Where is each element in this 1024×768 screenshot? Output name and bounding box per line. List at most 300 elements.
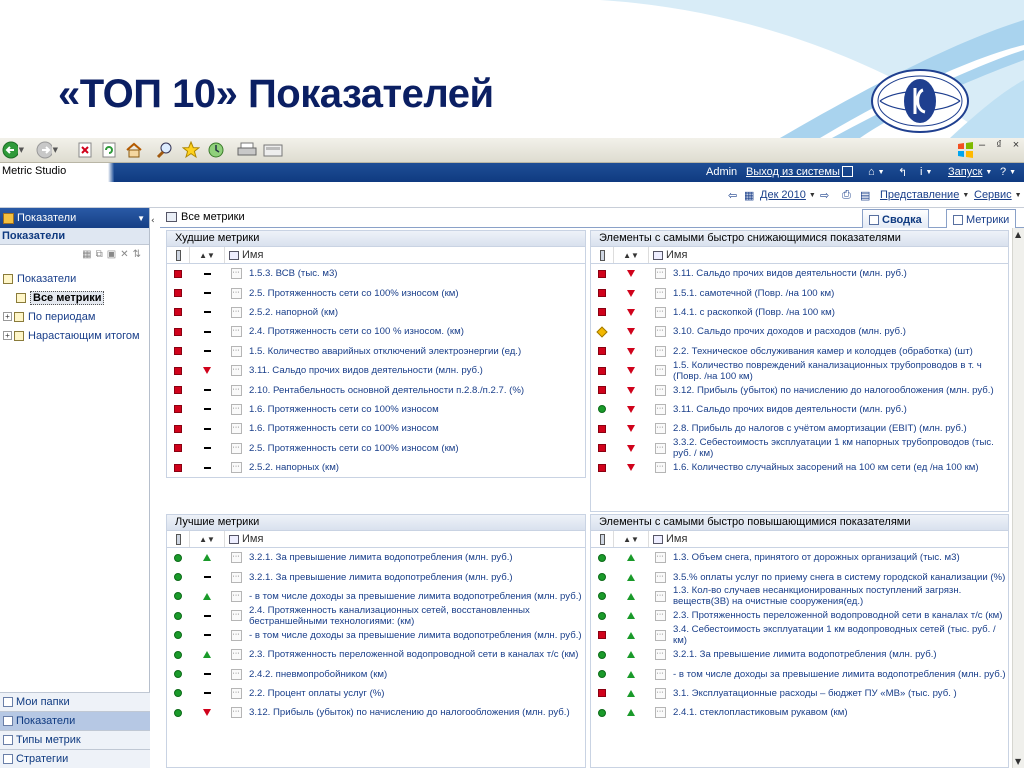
more-actions-button[interactable]: ··· xyxy=(231,591,242,602)
trend-sort-icon: ▲▼ xyxy=(623,250,639,260)
copy-icon[interactable]: ⧉ xyxy=(95,248,103,260)
more-actions-button[interactable]: ··· xyxy=(655,404,666,415)
arrow-right-icon: ⇨ xyxy=(820,190,830,202)
more-actions-button[interactable]: ··· xyxy=(655,307,666,318)
status-column-header[interactable] xyxy=(591,250,613,261)
back-arrow-icon xyxy=(2,141,18,159)
metric-row[interactable] xyxy=(591,361,1008,380)
metric-row[interactable] xyxy=(167,283,585,302)
trend-flat-icon xyxy=(204,447,211,449)
metric-name-link[interactable]: 2.4. Протяженность канализационных сетей, восстановленных бестраншейными технологиями: (км) xyxy=(249,604,530,627)
trend-cell xyxy=(613,651,649,658)
more-actions-button[interactable]: ··· xyxy=(655,443,666,454)
trend-flat-icon xyxy=(204,311,211,313)
tree-item-cumulative[interactable]: + Нарастающим итогом xyxy=(0,326,149,345)
actions-cell xyxy=(649,552,671,563)
trend-cell xyxy=(189,593,225,600)
trend-cell xyxy=(613,309,649,316)
browser-toolbar xyxy=(0,138,1024,163)
panel-splitter[interactable] xyxy=(150,208,160,768)
metric-row[interactable] xyxy=(591,342,1008,361)
nav-indicators[interactable]: Показатели xyxy=(0,711,150,730)
metric-name-link[interactable]: 1.5.1. самотечной (Повр. /на 100 км) xyxy=(673,287,835,299)
status-cell xyxy=(167,425,189,433)
trend-column-header[interactable] xyxy=(613,247,649,263)
info-icon: i xyxy=(920,166,923,178)
metric-name-link[interactable]: 2.3. Протяженность переложенной водопроводной сети в каналах т/с (км) xyxy=(673,610,1003,622)
expand-icon[interactable]: + xyxy=(3,312,12,321)
nav-metric-types[interactable]: Типы метрик xyxy=(0,730,150,749)
metric-name-link[interactable]: - в том числе доходы за превышение лимита водопотребления (млн. руб.) xyxy=(249,629,582,641)
more-actions-button[interactable]: ··· xyxy=(655,552,666,563)
actions-cell xyxy=(649,630,671,641)
metric-name-link[interactable]: 2.10. Рентабельность основной деятельности п.2.8./п.2.7. (%) xyxy=(249,384,525,396)
status-yellow-diamond-icon xyxy=(596,326,607,337)
trend-cell xyxy=(613,574,649,581)
metric-row[interactable] xyxy=(167,587,585,606)
trend-flat-icon xyxy=(204,467,211,469)
more-actions-button[interactable]: ··· xyxy=(655,572,666,583)
metric-name-link[interactable]: 2.2. Процент оплаты услуг (%) xyxy=(249,687,385,699)
panel-title: Лучшие метрики xyxy=(167,515,585,531)
actions-cell xyxy=(649,669,671,680)
trend-down-icon xyxy=(627,425,635,432)
tab-summary[interactable]: Сводка xyxy=(862,209,929,228)
actions-cell xyxy=(225,572,247,583)
metric-row[interactable] xyxy=(167,567,585,586)
close-button[interactable]: × xyxy=(1012,139,1020,151)
more-actions-button[interactable]: ··· xyxy=(231,443,242,454)
metric-row[interactable] xyxy=(591,645,1008,664)
worst-metrics-panel xyxy=(166,230,586,478)
actions-cell xyxy=(649,288,671,299)
trend-up-icon xyxy=(627,632,635,639)
vertical-scrollbar[interactable] xyxy=(1012,228,1024,768)
actions-cell xyxy=(649,591,671,602)
status-cell xyxy=(591,689,613,697)
name-column-header[interactable] xyxy=(225,533,263,545)
metric-row[interactable] xyxy=(591,400,1008,419)
metric-name-link[interactable]: 3.11. Сальдо прочих видов деятельности (млн. руб.) xyxy=(249,365,483,377)
metric-row[interactable] xyxy=(167,361,585,380)
more-actions-button[interactable]: ··· xyxy=(231,307,242,318)
metric-name-link[interactable]: - в том числе доходы за превышение лимита водопотребления (млн. руб.) xyxy=(673,668,1006,680)
more-actions-button[interactable]: ··· xyxy=(231,423,242,434)
trend-cell xyxy=(189,350,225,352)
more-actions-button[interactable]: ··· xyxy=(655,385,666,396)
more-actions-button[interactable]: ··· xyxy=(655,365,666,376)
edit-button[interactable] xyxy=(262,140,284,160)
home-button[interactable] xyxy=(124,140,144,160)
paste-icon[interactable]: ▣ xyxy=(106,248,117,260)
metric-name-link[interactable]: 3.2.1. За превышение лимита водопотребления (млн. руб.) xyxy=(249,571,513,583)
metric-name-link[interactable]: 1.6. Протяженность сети со 100% износом xyxy=(249,403,439,415)
more-actions-button[interactable]: ··· xyxy=(655,610,666,621)
trend-up-icon xyxy=(627,690,635,697)
search-button[interactable] xyxy=(154,140,176,160)
metric-name-link[interactable]: 2.5. Протяженность сети со 100% износом (км) xyxy=(249,442,459,454)
trend-down-icon xyxy=(203,709,211,716)
status-cell xyxy=(167,573,189,581)
actions-cell xyxy=(649,572,671,583)
more-actions-button[interactable]: ··· xyxy=(655,707,666,718)
metric-row[interactable] xyxy=(167,703,585,722)
window-controls xyxy=(976,139,1022,151)
metric-row[interactable] xyxy=(591,684,1008,703)
more-actions-button[interactable]: ··· xyxy=(231,630,242,641)
status-cell xyxy=(591,347,613,355)
more-actions-button[interactable]: ··· xyxy=(655,423,666,434)
trend-cell xyxy=(189,673,225,675)
actions-cell xyxy=(225,591,247,602)
help-menu[interactable]: ? ▼ xyxy=(1000,166,1017,178)
metric-name-link[interactable]: 2.8. Прибыль до налогов с учётом амортизации (EBIT) (млн. руб.) xyxy=(673,423,967,435)
more-actions-button[interactable]: ··· xyxy=(231,326,242,337)
status-red-square-icon xyxy=(174,464,182,472)
status-column-header[interactable] xyxy=(167,250,189,261)
history-button[interactable] xyxy=(205,140,227,160)
actions-cell xyxy=(649,346,671,357)
stop-button[interactable] xyxy=(76,140,94,160)
info-menu-button[interactable]: i ▼ xyxy=(920,166,933,178)
trend-cell xyxy=(613,612,649,619)
metric-name-link[interactable]: 3.2.1. За превышение лимита водопотребления (млн. руб.) xyxy=(249,552,513,564)
metric-name-link[interactable]: 1.6. Количество случайных засорений на 100 км сети (ед /на 100 км) xyxy=(673,462,979,474)
metric-row[interactable] xyxy=(167,380,585,399)
metric-row[interactable] xyxy=(167,684,585,703)
more-actions-button[interactable]: ··· xyxy=(231,669,242,680)
home-menu-button[interactable]: ⌂ ▼ xyxy=(868,166,885,178)
trend-column-header[interactable] xyxy=(189,531,225,547)
more-actions-button[interactable]: ··· xyxy=(655,591,666,602)
metric-row[interactable] xyxy=(591,567,1008,586)
home-icon: ⌂ xyxy=(868,166,875,178)
metric-row[interactable] xyxy=(167,645,585,664)
metric-row[interactable] xyxy=(591,283,1008,302)
left-panel-header[interactable]: Показатели ▼ xyxy=(0,208,149,228)
metric-row[interactable] xyxy=(591,606,1008,625)
back-button[interactable]: ▼ xyxy=(2,140,24,160)
delete-icon[interactable]: ✕ xyxy=(120,248,129,260)
actions-cell xyxy=(225,268,247,279)
name-column-label: Имя xyxy=(242,533,264,545)
metric-name-link[interactable]: 3.10. Сальдо прочих доходов и расходов (млн. руб.) xyxy=(673,326,906,338)
trend-up-icon xyxy=(627,574,635,581)
actions-cell xyxy=(225,423,247,434)
actions-cell xyxy=(225,630,247,641)
status-cell xyxy=(167,554,189,562)
left-panel-bottom-nav xyxy=(0,692,150,768)
metric-row[interactable] xyxy=(591,626,1008,645)
decreasing-metrics-panel xyxy=(590,230,1009,512)
metric-name-link[interactable]: 3.4. Себестоимость эксплуатации 1 км водопроводных сетей (тыс. руб. / км) xyxy=(673,624,996,647)
metric-row[interactable] xyxy=(167,342,585,361)
more-actions-button[interactable]: ··· xyxy=(231,649,242,660)
metric-name-link[interactable]: 3.11. Сальдо прочих видов деятельности (млн. руб.) xyxy=(673,268,907,280)
metric-name-link[interactable]: 3.5.% оплаты услуг по приему снега в систему городской канализации (%) xyxy=(673,571,1006,583)
metric-row[interactable] xyxy=(167,606,585,625)
trend-column-header[interactable] xyxy=(189,247,225,263)
status-red-square-icon xyxy=(598,444,606,452)
actions-cell xyxy=(649,385,671,396)
forward-button[interactable]: ▼ xyxy=(36,140,58,160)
metric-name-link[interactable]: 1.5. Количество повреждений канализационных трубопроводов в т. ч (Повр. /на 100 км) xyxy=(673,359,982,382)
search-icon xyxy=(156,141,174,159)
metric-row[interactable] xyxy=(591,458,1008,477)
more-actions-button[interactable]: ··· xyxy=(655,462,666,473)
trend-column-header[interactable] xyxy=(613,531,649,547)
return-icon: ↰ xyxy=(898,167,908,179)
trend-down-icon xyxy=(627,270,635,277)
metric-name-link[interactable]: 3.3.2. Себестоимость эксплуатации 1 км напорных трубопроводов (тыс. руб. / км) xyxy=(673,437,994,460)
status-cell xyxy=(167,328,189,336)
metric-row[interactable] xyxy=(591,264,1008,283)
trend-cell xyxy=(613,328,649,335)
metric-row[interactable] xyxy=(591,587,1008,606)
status-red-square-icon xyxy=(174,405,182,413)
tree-item-by-period[interactable]: + По периодам xyxy=(0,307,149,326)
trend-cell xyxy=(613,632,649,639)
actions-cell xyxy=(649,688,671,699)
metric-name-link[interactable]: 3.1. Эксплуатационные расходы – бюджет ПУ «МВ» (тыс. руб. ) xyxy=(673,687,957,699)
metric-row[interactable] xyxy=(591,548,1008,567)
status-cell xyxy=(591,651,613,659)
more-actions-button[interactable]: ··· xyxy=(231,365,242,376)
more-actions-button[interactable]: ··· xyxy=(655,688,666,699)
more-actions-button[interactable]: ··· xyxy=(655,346,666,357)
metric-row[interactable] xyxy=(167,419,585,438)
expand-icon[interactable]: + xyxy=(3,331,12,340)
metric-name-link[interactable]: 2.3. Протяженность переложенной водопроводной сети в каналах т/с (км) xyxy=(249,649,579,661)
content-header xyxy=(160,208,1024,228)
trend-up-icon xyxy=(627,671,635,678)
bar-chart-icon xyxy=(176,534,181,545)
metric-row[interactable] xyxy=(167,548,585,567)
metric-name-link[interactable]: 3.2.1. За превышение лимита водопотребления (млн. руб.) xyxy=(673,649,937,661)
search-tool-button[interactable] xyxy=(842,166,855,177)
metric-row[interactable] xyxy=(591,322,1008,341)
status-green-circle-icon xyxy=(174,689,182,697)
more-actions-button[interactable]: ··· xyxy=(655,268,666,279)
more-actions-button[interactable]: ··· xyxy=(231,572,242,583)
status-cell xyxy=(591,289,613,297)
bar-chart-icon xyxy=(600,250,605,261)
trend-flat-icon xyxy=(204,292,211,294)
trend-cell xyxy=(189,634,225,636)
more-actions-button[interactable]: ··· xyxy=(655,326,666,337)
status-cell xyxy=(591,308,613,316)
more-actions-button[interactable]: ··· xyxy=(231,707,242,718)
document-icon xyxy=(653,535,663,544)
status-cell xyxy=(591,554,613,562)
more-actions-button[interactable]: ··· xyxy=(231,385,242,396)
trend-cell xyxy=(189,331,225,333)
period-select[interactable]: Дек 2010 ▼ xyxy=(760,189,816,201)
tree-item-indicators[interactable]: Показатели xyxy=(0,269,149,288)
metric-row[interactable] xyxy=(167,322,585,341)
trend-down-icon xyxy=(627,387,635,394)
metric-name-link[interactable]: 2.4.1. стеклопластиковым рукавом (км) xyxy=(673,707,848,719)
more-actions-button[interactable]: ··· xyxy=(231,462,242,473)
more-actions-button[interactable]: ··· xyxy=(231,552,242,563)
tree-item-all-metrics[interactable]: Все метрики xyxy=(0,288,149,307)
status-cell xyxy=(167,651,189,659)
more-actions-button[interactable]: ··· xyxy=(655,288,666,299)
move-icon[interactable]: ⇅ xyxy=(132,248,141,260)
collapse-left-icon[interactable]: ‹ xyxy=(151,216,155,226)
metric-row[interactable] xyxy=(591,664,1008,683)
folder-icon xyxy=(3,274,13,284)
trend-down-icon xyxy=(627,445,635,452)
launch-menu[interactable]: Запуск ▼ xyxy=(948,166,993,178)
metrics-tree xyxy=(0,269,149,345)
logout-link[interactable]: Выход из системы xyxy=(746,166,840,178)
more-actions-button[interactable]: ··· xyxy=(655,669,666,680)
status-green-circle-icon xyxy=(598,612,606,620)
more-actions-button[interactable]: ··· xyxy=(231,288,242,299)
stop-icon xyxy=(77,142,93,158)
status-red-square-icon xyxy=(598,689,606,697)
refresh-button[interactable] xyxy=(100,140,118,160)
trend-up-icon xyxy=(627,612,635,619)
increasing-metrics-panel xyxy=(590,514,1009,768)
metric-name-link[interactable]: 3.11. Сальдо прочих видов деятельности (млн. руб.) xyxy=(673,403,907,415)
more-actions-button[interactable]: ··· xyxy=(231,404,242,415)
service-menu[interactable]: Сервис ▼ xyxy=(974,189,1022,201)
status-column-header[interactable] xyxy=(591,534,613,545)
trend-cell xyxy=(189,554,225,561)
grid-icon xyxy=(166,212,177,222)
trend-sort-icon: ▲▼ xyxy=(623,534,639,544)
trend-flat-icon xyxy=(204,428,211,430)
more-actions-button[interactable]: ··· xyxy=(231,610,242,621)
view-menu[interactable]: Представление ▼ xyxy=(880,189,970,201)
print-view-button[interactable] xyxy=(842,189,851,202)
metric-row[interactable] xyxy=(167,303,585,322)
status-green-circle-icon xyxy=(174,612,182,620)
metric-name-link[interactable]: 1.5.3. ВСВ (тыс. м3) xyxy=(249,268,338,280)
user-name: Admin xyxy=(706,166,738,178)
status-column-header[interactable] xyxy=(167,534,189,545)
metric-name-link[interactable]: 2.5. Протяженность сети со 100% износом (км) xyxy=(249,287,459,299)
period-forward-button[interactable] xyxy=(820,189,829,202)
slide-title: «ТОП 10» Показателей xyxy=(58,72,494,116)
trend-down-icon xyxy=(627,309,635,316)
status-cell xyxy=(167,386,189,394)
trend-flat-icon xyxy=(204,389,211,391)
metric-name-link[interactable]: 2.5.2. напорной (км) xyxy=(249,306,339,318)
actions-cell xyxy=(225,443,247,454)
metric-name-link[interactable]: 2.4.2. пневмопробойником (км) xyxy=(249,668,388,680)
metric-row[interactable] xyxy=(591,419,1008,438)
nav-strategies[interactable]: Стратегии xyxy=(0,749,150,768)
name-column-header[interactable] xyxy=(649,249,687,261)
more-actions-button[interactable]: ··· xyxy=(231,688,242,699)
report-button[interactable] xyxy=(860,189,870,202)
status-green-circle-icon xyxy=(174,573,182,581)
history-icon xyxy=(207,141,225,159)
status-green-circle-icon xyxy=(598,554,606,562)
metric-name-link[interactable]: 3.12. Прибыль (убыток) по начислению до налогообложения (млн. руб.) xyxy=(249,707,570,719)
print-button[interactable] xyxy=(236,140,258,160)
metric-name-link[interactable]: 1.4.1. с раскопкой (Повр. /на 100 км) xyxy=(673,306,835,318)
period-back-button[interactable] xyxy=(728,189,737,202)
metric-name-link[interactable]: 2.4. Протяженность сети со 100 % износом. (км) xyxy=(249,326,464,338)
metric-name-link[interactable]: 2.2. Техническое обслуживания камер и колодцев (обработка) (шт) xyxy=(673,345,973,357)
metric-row[interactable] xyxy=(591,380,1008,399)
trend-flat-icon xyxy=(204,273,211,275)
trend-flat-icon xyxy=(204,331,211,333)
arrow-left-icon: ⇦ xyxy=(728,190,738,202)
status-red-square-icon xyxy=(174,386,182,394)
metric-name-link[interactable]: 1.6. Протяженность сети со 100% износом xyxy=(249,423,439,435)
status-cell xyxy=(591,444,613,452)
status-green-circle-icon xyxy=(598,573,606,581)
metric-row[interactable] xyxy=(167,400,585,419)
summary-icon xyxy=(869,215,879,225)
more-actions-button[interactable]: ··· xyxy=(655,630,666,641)
name-column-header[interactable] xyxy=(225,249,263,261)
actions-cell xyxy=(649,423,671,434)
metric-name-link[interactable]: 1.3. Кол-во случаев несанкционированных поступлений загрязн. веществ(ЗВ) на очистные сооружения(ед.) xyxy=(673,585,962,608)
name-column-header[interactable] xyxy=(649,533,687,545)
printer-icon: ⎙ xyxy=(842,189,851,201)
trend-down-icon xyxy=(203,367,211,374)
trend-down-icon xyxy=(627,290,635,297)
minimize-button[interactable]: – xyxy=(978,139,986,151)
metric-row[interactable] xyxy=(167,664,585,683)
folder-icon xyxy=(3,697,13,707)
trend-cell xyxy=(613,593,649,600)
status-cell xyxy=(167,367,189,375)
trend-cell xyxy=(189,273,225,275)
metrics-folder-icon xyxy=(3,213,14,224)
metric-name-link[interactable]: 1.5. Количество аварийных отключений электроэнергии (ед.) xyxy=(249,345,522,357)
metric-row[interactable] xyxy=(591,303,1008,322)
more-actions-button[interactable]: ··· xyxy=(231,346,242,357)
left-panel xyxy=(0,208,150,768)
favorites-button[interactable] xyxy=(180,140,202,160)
scroll-up-icon[interactable]: ▲ xyxy=(1015,230,1022,239)
properties-icon[interactable]: ▦ xyxy=(82,248,92,260)
metric-name-link[interactable]: - в том числе доходы за превышение лимита водопотребления (млн. руб.) xyxy=(249,590,582,602)
back-nav-button[interactable] xyxy=(898,166,907,179)
restore-button[interactable]: ₫ xyxy=(996,139,1002,151)
scroll-down-icon[interactable]: ▼ xyxy=(1015,757,1022,766)
chevron-down-icon[interactable]: ▼ xyxy=(137,213,145,223)
panel-title: Элементы с самыми быстро повышающимися показателями xyxy=(591,515,1008,531)
refresh-icon xyxy=(101,142,117,158)
metric-row[interactable] xyxy=(167,626,585,645)
metric-row[interactable] xyxy=(167,264,585,283)
nav-my-folders[interactable]: Мои папки xyxy=(0,692,150,711)
metric-row[interactable] xyxy=(167,458,585,477)
more-actions-button[interactable]: ··· xyxy=(655,649,666,660)
trend-up-icon xyxy=(203,651,211,658)
metric-row[interactable] xyxy=(167,439,585,458)
metric-name-link[interactable]: 2.5.2. напорных (км) xyxy=(249,462,340,474)
trend-cell xyxy=(613,445,649,452)
column-headers xyxy=(591,531,1008,548)
metric-row[interactable] xyxy=(591,703,1008,722)
more-actions-button[interactable]: ··· xyxy=(231,268,242,279)
trend-flat-icon xyxy=(204,576,211,578)
metric-name-link[interactable]: 3.12. Прибыль (убыток) по начислению до налогообложения (млн. руб.) xyxy=(673,384,994,396)
metric-row[interactable] xyxy=(591,439,1008,458)
actions-cell xyxy=(225,669,247,680)
tab-metrics[interactable]: Метрики xyxy=(946,209,1016,228)
metric-name-link[interactable]: 1.3. Объем снега, принятого от дорожных организаций (тыс. м3) xyxy=(673,552,960,564)
